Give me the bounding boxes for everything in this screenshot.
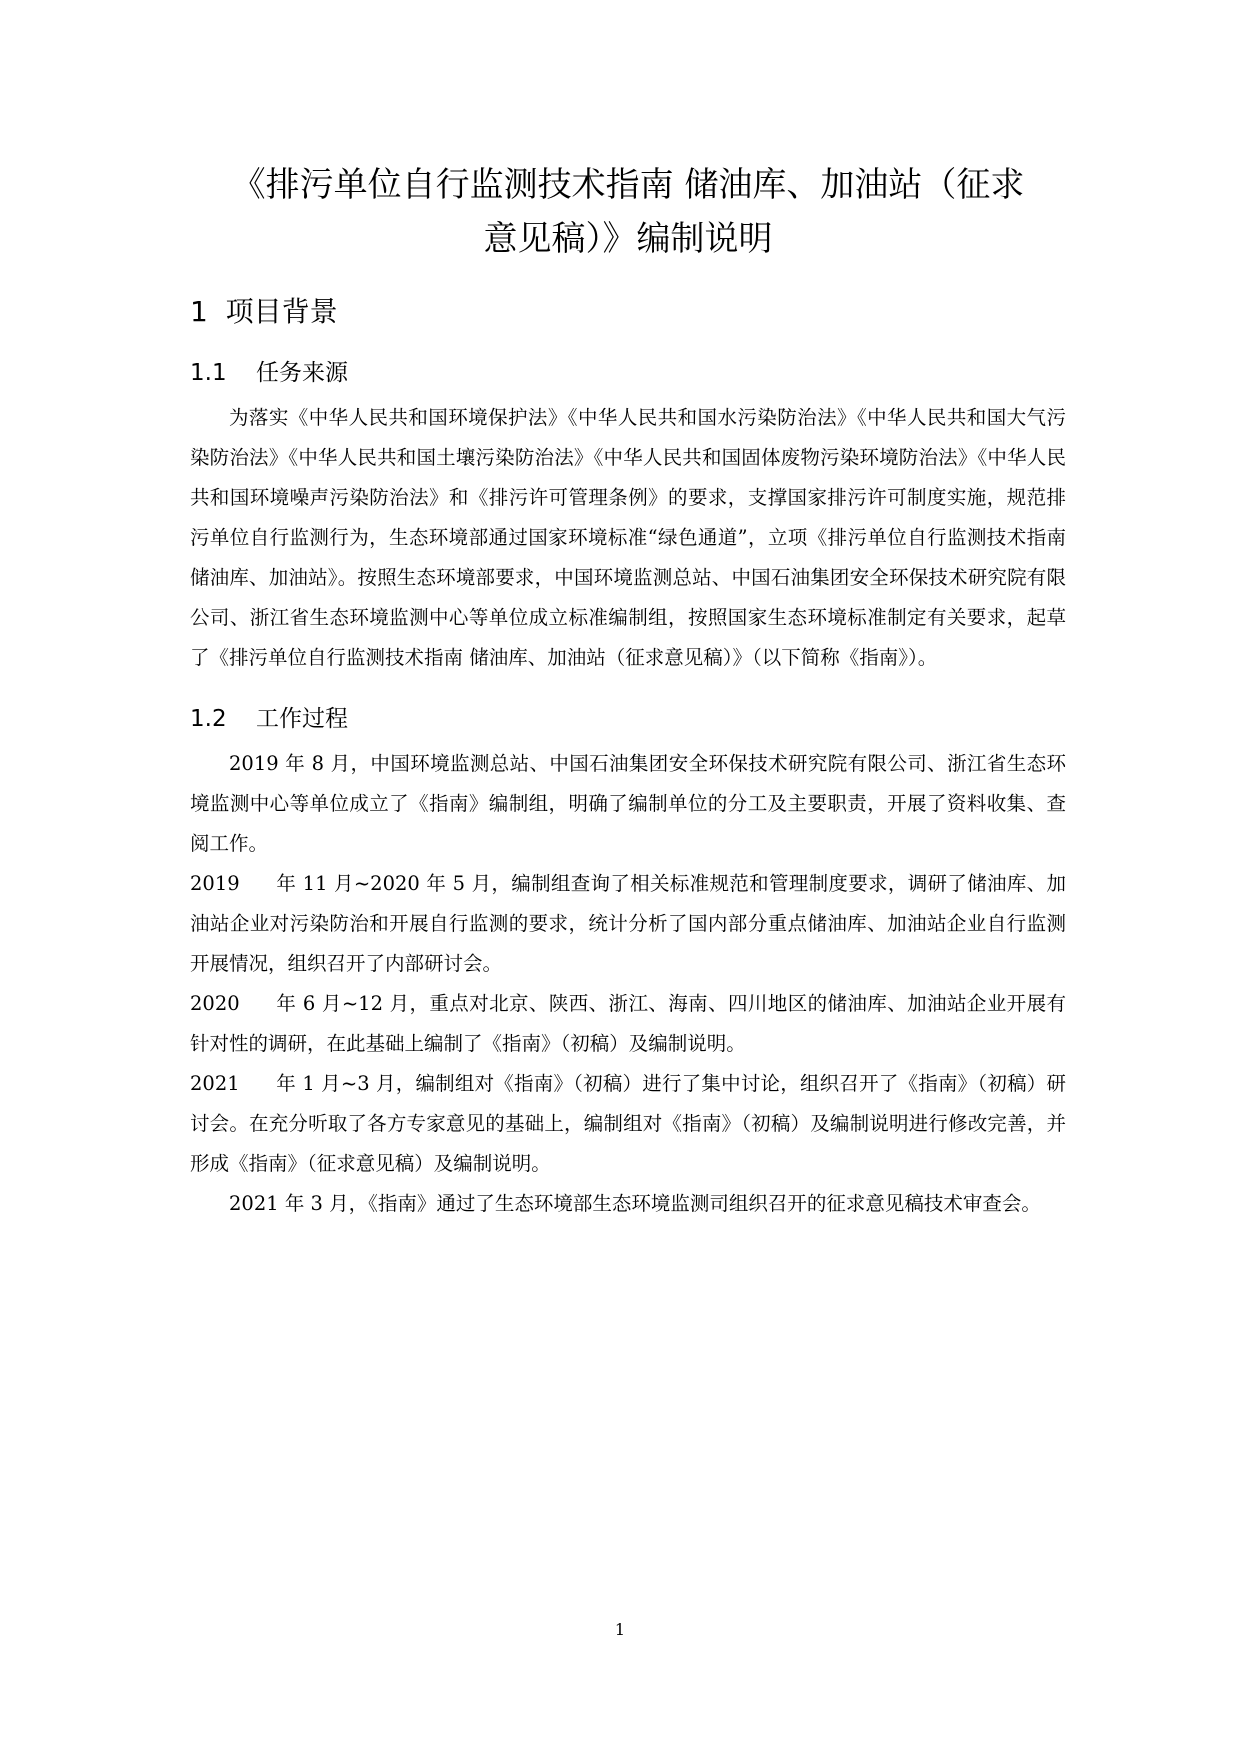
section-1-2-title: 工作过程 bbox=[256, 706, 348, 732]
work-process-paragraph-1: 2019 年 8 月，中国环境监测总站、中国石油集团安全环保技术研究院有限公司、浙江省生态环境监测中心等单位成立了《指南》编制组，明确了编制单位的分工及主要职责，开展了资料收集、查阅工作。 bbox=[190, 752, 1066, 855]
document-title-line2: 意见稿）》编制说明 bbox=[483, 219, 773, 259]
section-1-heading bbox=[190, 292, 1066, 332]
paragraph-4-year: 2021 bbox=[190, 1072, 240, 1095]
document-content bbox=[190, 158, 1066, 1224]
paragraph-3-text: 年 6 月~12 月，重点对北京、陕西、浙江、海南、四川地区的储油库、加油站企业开展有针对性的调研，在此基础上编制了《指南》（初稿）及编制说明。 bbox=[190, 992, 1066, 1055]
work-process-paragraph-3 bbox=[190, 984, 1066, 1064]
document-title-line1: 《排污单位自行监测技术指南 储油库、加油站（征求 bbox=[231, 165, 1025, 205]
work-process-paragraph-4 bbox=[190, 1064, 1066, 1184]
section-1-1-heading bbox=[190, 356, 1066, 390]
paragraph-3-year: 2020 bbox=[190, 992, 240, 1015]
section-1-2-number: 1.2 bbox=[190, 706, 227, 732]
section-1-number: 1 bbox=[190, 295, 208, 328]
section-1-2-heading bbox=[190, 702, 1066, 736]
task-source-paragraph: 为落实《中华人民共和国环境保护法》《中华人民共和国水污染防治法》《中华人民共和国大气污染防治法》《中华人民共和国土壤污染防治法》《中华人民共和国固体废物污染环境防治法》《中华人民共和国环境噪声污染防治法》和《排污许可管理条例》的要求，支撑国家排污许可制度实施，规范排污单位自行监测行为，生态环境部通过国家环境标准“绿色通道”，立项《排污单位自行监测技术指南 储油库、加油站》。按照生态环境部要求，中国环境监测总站、中国石油集团安全环保技术研究院有限公司、浙江省生态环境监测中心等单位成立标准编制组，按照国家生态环境标准制定有关要求，起草了《排污单位自行监测技术指南 储油库、加油站（征求意见稿）》（以下简称《指南》）。 bbox=[190, 406, 1066, 669]
section-1-title: 项目背景 bbox=[225, 295, 338, 328]
section-1-1-title: 任务来源 bbox=[256, 360, 348, 386]
paragraph-4-text: 年 1 月~3 月，编制组对《指南》（初稿）进行了集中讨论，组织召开了《指南》（初稿）研讨会。在充分听取了各方专家意见的基础上，编制组对《指南》（初稿）及编制说明进行修改完善，并形成《指南》（征求意见稿）及编制说明。 bbox=[190, 1072, 1066, 1175]
document-title bbox=[190, 158, 1066, 266]
work-process-paragraph-2 bbox=[190, 864, 1066, 984]
paragraph-2-year: 2019 bbox=[190, 872, 240, 895]
paragraph-2-text: 年 11 月~2020 年 5 月，编制组查询了相关标准规范和管理制度要求，调研了储油库、加油站企业对污染防治和开展自行监测的要求，统计分析了国内部分重点储油库、加油站企业自行监测开展情况，组织召开了内部研讨会。 bbox=[190, 872, 1066, 975]
page-number: 1 bbox=[614, 1620, 626, 1639]
work-process-paragraph-5: 2021 年 3 月，《指南》通过了生态环境部生态环境监测司组织召开的征求意见稿技术审查会。 bbox=[229, 1192, 1041, 1215]
section-1-1-number: 1.1 bbox=[190, 360, 227, 386]
